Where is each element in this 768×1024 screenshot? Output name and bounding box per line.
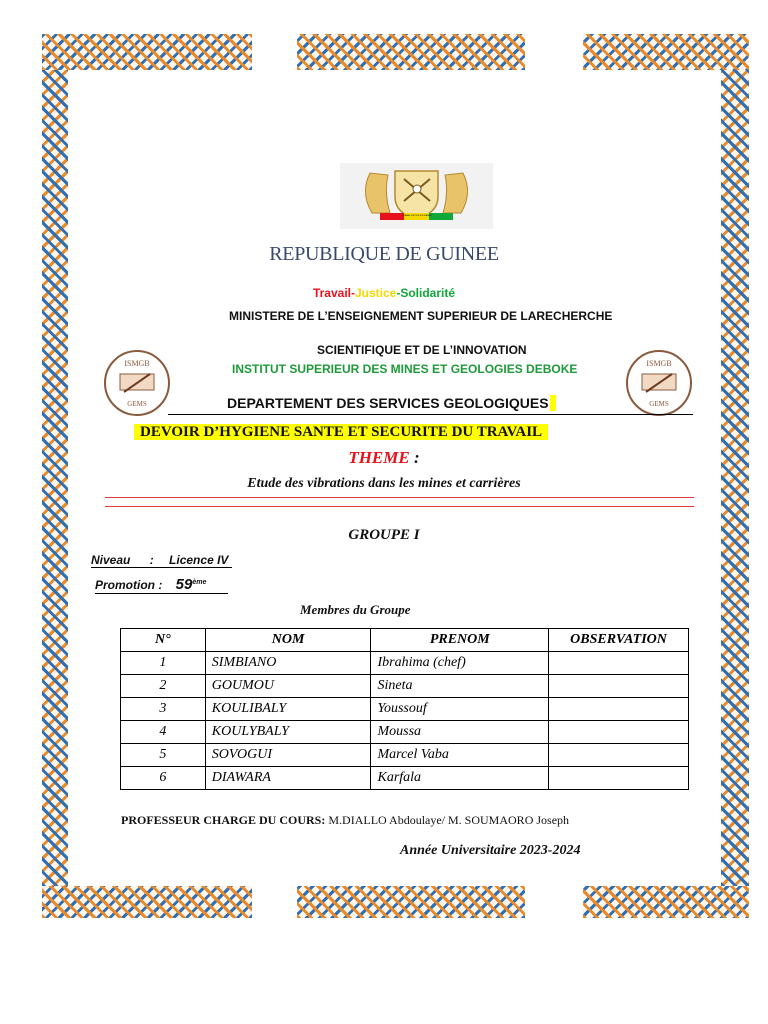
- cell-number: 6: [121, 767, 206, 790]
- border-bottom-center: [297, 886, 525, 918]
- cell-observation: [549, 652, 689, 675]
- promotion-value: 59: [175, 576, 193, 593]
- ministry-line-2: SCIENTIFIQUE ET DE L’INNOVATION: [317, 343, 527, 357]
- cell-observation: [549, 767, 689, 790]
- table-row: [121, 744, 689, 767]
- border-top-left: [42, 34, 252, 70]
- level-line: [91, 553, 232, 568]
- theme-heading: [0, 448, 768, 468]
- svg-text:GEMS: GEMS: [649, 400, 669, 408]
- divider-line-bottom: [105, 506, 694, 507]
- department-highlight-mark: [550, 395, 556, 411]
- assignment-title: [134, 423, 548, 441]
- cell-number: 1: [121, 652, 206, 675]
- level-label: Niveau: [91, 553, 131, 567]
- assignment-title-text: DEVOIR D’HYGIENE SANTE ET SECURITE DU TRAVAIL: [134, 424, 548, 440]
- department-label: DEPARTEMENT DES SERVICES GEOLOGIQUES: [227, 395, 549, 411]
- coat-of-arms-emblem: [340, 163, 493, 229]
- institute-seal-right: [626, 350, 692, 416]
- cell-prenom: Marcel Vaba: [371, 744, 549, 767]
- border-bottom-left: [42, 886, 252, 918]
- border-top-right: [583, 34, 749, 70]
- professor-label: PROFESSEUR CHARGE DU COURS:: [121, 813, 326, 827]
- level-value: Licence IV: [169, 553, 229, 567]
- cell-nom: KOULYBALY: [205, 721, 371, 744]
- cell-observation: [549, 744, 689, 767]
- cell-prenom: Youssouf: [371, 698, 549, 721]
- motto-justice: Justice: [354, 286, 397, 300]
- cell-number: 3: [121, 698, 206, 721]
- border-top-center: [297, 34, 525, 70]
- cell-number: 5: [121, 744, 206, 767]
- header-number: N°: [121, 629, 206, 652]
- cell-observation: [549, 675, 689, 698]
- header-nom: NOM: [205, 629, 371, 652]
- national-motto: [0, 286, 768, 300]
- cell-observation: [549, 721, 689, 744]
- divider-line-top: [105, 497, 694, 498]
- cell-nom: KOULIBALY: [205, 698, 371, 721]
- promotion-line: [95, 576, 228, 594]
- promotion-suffix: ème: [192, 579, 207, 586]
- svg-text:GEMS: GEMS: [127, 400, 147, 408]
- department-underline: [168, 414, 693, 415]
- motto-solidarite: Solidarité: [400, 286, 456, 300]
- emblem-motto: TRAVAIL JUSTICE SOLIDARITE: [402, 215, 432, 217]
- republic-title: REPUBLIQUE DE GUINEE: [269, 243, 499, 265]
- department-name: [227, 395, 556, 411]
- professor-names: M.DIALLO Abdoulaye/ M. SOUMAORO Joseph: [325, 813, 570, 827]
- table-row: [121, 698, 689, 721]
- cell-nom: GOUMOU: [205, 675, 371, 698]
- motto-sep-2: -: [396, 286, 401, 300]
- svg-text:ISMGB: ISMGB: [124, 359, 150, 368]
- members-title: Membres du Groupe: [300, 602, 411, 617]
- professor-line: [121, 813, 569, 828]
- theme-colon: :: [409, 448, 420, 467]
- cell-observation: [549, 698, 689, 721]
- table-header-row: [121, 629, 689, 652]
- theme-text: Etude des vibrations dans les mines et carrières: [247, 476, 521, 491]
- cell-prenom: Moussa: [371, 721, 549, 744]
- header-prenom: PRENOM: [371, 629, 549, 652]
- cell-nom: SIMBIANO: [205, 652, 371, 675]
- group-title: GROUPE I: [348, 527, 420, 543]
- cell-prenom: Sineta: [371, 675, 549, 698]
- motto-sep-1: -: [350, 286, 355, 300]
- cell-nom: DIAWARA: [205, 767, 371, 790]
- cell-number: 4: [121, 721, 206, 744]
- table-row: [121, 767, 689, 790]
- level-separator: :: [149, 553, 154, 567]
- table-row: [121, 652, 689, 675]
- academic-year: Année Universitaire 2023-2024: [400, 843, 581, 858]
- header-observation: OBSERVATION: [549, 629, 689, 652]
- members-table: [120, 628, 689, 790]
- cell-number: 2: [121, 675, 206, 698]
- cell-prenom: Karfala: [371, 767, 549, 790]
- institute-seal-left: [104, 350, 170, 416]
- ministry-line-1: MINISTERE DE L’ENSEIGNEMENT SUPERIEUR DE LARECHERCHE: [229, 309, 613, 323]
- svg-text:ISMGB: ISMGB: [646, 359, 672, 368]
- motto-travail: Travail: [312, 286, 351, 300]
- theme-label: THEME: [348, 448, 410, 467]
- cell-prenom: Ibrahima (chef): [371, 652, 549, 675]
- cell-nom: SOVOGUI: [205, 744, 371, 767]
- table-row: [121, 675, 689, 698]
- institute-name: INSTITUT SUPERIEUR DES MINES ET GEOLOGIES DEBOKE: [232, 362, 578, 376]
- promotion-label: Promotion :: [95, 578, 163, 592]
- table-row: [121, 721, 689, 744]
- border-bottom-right: [583, 886, 749, 918]
